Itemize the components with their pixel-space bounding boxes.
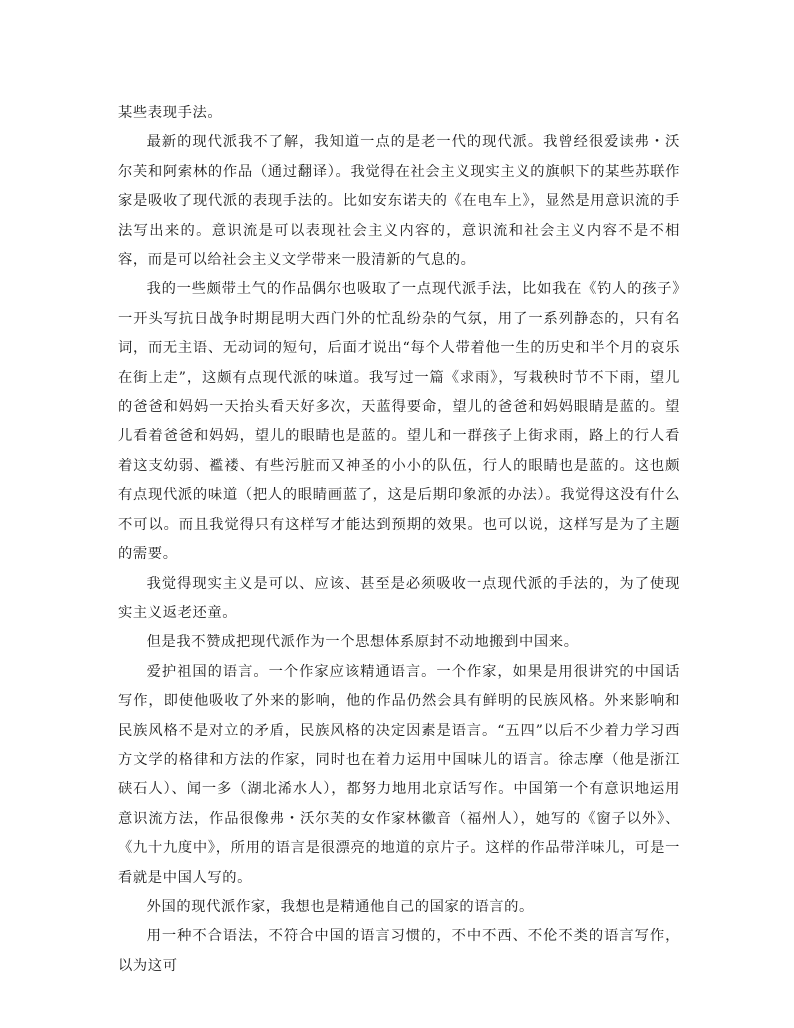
paragraph-realism-absorb: 我觉得现实主义是可以、应该、甚至是必须吸收一点现代派的手法的，为了使现实主义返老还童。 [118,575,680,621]
article-body [118,99,680,981]
paragraph-foreign-writers: 外国的现代派作家，我想也是精通他自己的国家的语言的。 [146,898,534,915]
paragraph-ungrammatical: 用一种不合语法，不符合中国的语言习惯的，不中不西、不伦不类的语言写作，以为这可 [118,928,680,974]
paragraph-modernism-soviet: 最新的现代派我不了解，我知道一点的是老一代的现代派。我曾经很爱读弗・沃尔芙和阿索林的作品（通过翻译）。我觉得在社会主义现实主义的旗帜下的某些苏联作家是吸收了现代派的表现手法的。比如安东诺夫的《在电车上》，显然是用意识流的手法写出来的。意识流是可以表现社会主义内容的，意识流和社会主义内容不是不相容，而是可以给社会主义文学带来一股清新的气息的。 [118,134,680,269]
paragraph-continuation: 某些表现手法。 [118,105,223,121]
paragraph-own-works: 我的一些颇带土气的作品偶尔也吸取了一点现代派手法，比如我在《钓人的孩子》一开头写抗日战争时期昆明大西门外的忙乱纷杂的气氛，用了一系列静态的，只有名词，而无主语、无动词的短句，后面才说出“每个人带着他一生的历史和半个月的哀乐在街上走”，这颇有点现代派的味道。我写过一篇《求雨》，写栽秧时节不下雨，望儿的爸爸和妈妈一天抬头看天好多次，天蓝得要命，望儿的爸爸和妈妈眼睛是蓝的。望儿看着爸爸和妈妈，望儿的眼睛也是蓝的。望儿和一群孩子上街求雨，路上的行人看着这支幼弱、襤褛、有些污脏而又神圣的小小的队伍，行人的眼睛也是蓝的。这也颇有点现代派的味道（把人的眼睛画蓝了，这是后期印象派的办法）。我觉得这没有什么不可以。而且我觉得只有这样写才能达到预期的效果。也可以说，这样写是为了主题的需要。 [118,281,680,563]
paragraph-native-language: 爱护祖国的语言。一个作家应该精通语言。一个作家，如果是用很讲究的中国话写作，即使他吸收了外来的影响，他的作品仍然会具有鲜明的民族风格。外来影响和民族风格不是对立的矛盾，民族风格的决定因素是语言。“五四”以后不少着力学习西方文学的格律和方法的作家，同时也在着力运用中国味儿的语言。徐志摩（他是浙江硖石人）、闻一多（湖北浠水人），都努力地用北京话写作。中国第一个有意识地运用意识流方法，作品很像弗・沃尔芙的女作家林徽音（福州人），她写的《窗子以外》、《九十九度中》，所用的语言是很漂亮的地道的京片子。这样的作品带洋味儿，可是一看就是中国人写的。 [118,663,680,886]
paragraph-not-transplant: 但是我不赞成把现代派作为一个思想体系原封不动地搬到中国来。 [146,634,579,651]
